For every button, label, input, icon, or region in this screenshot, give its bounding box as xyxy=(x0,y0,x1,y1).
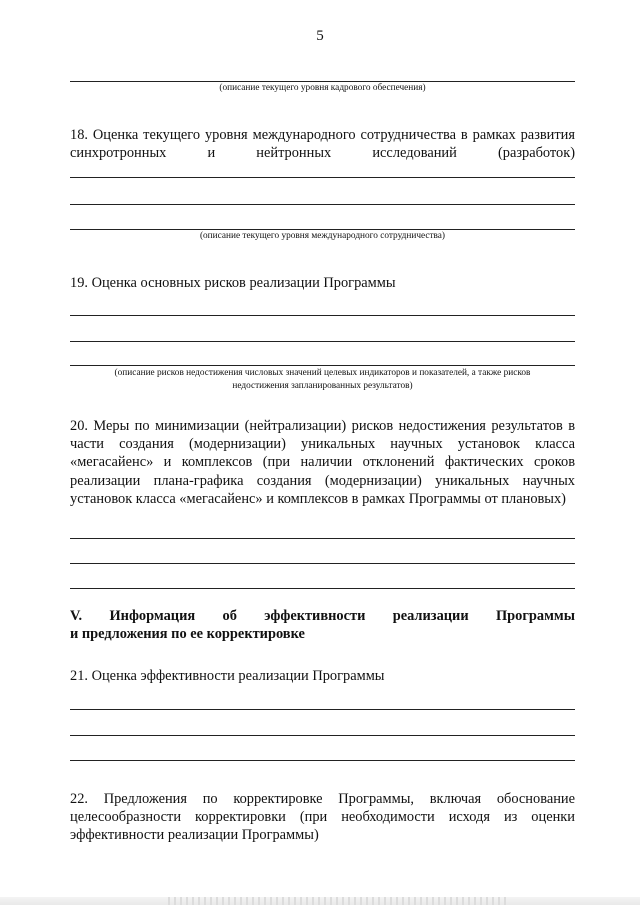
scan-edge xyxy=(0,897,640,905)
fill-line xyxy=(70,735,575,736)
item-21-text: 21. Оценка эффективности реализации Программы xyxy=(70,668,385,684)
fill-line xyxy=(70,341,575,342)
heading-word: реализации xyxy=(392,608,469,624)
fill-line xyxy=(70,204,575,205)
item-22-text: 22. Предложения по корректировке Программы, включая обоснование целесообразности корректировки (при необходимости исходя из оценки эффективности реализации Программы) xyxy=(70,791,575,844)
section-5-heading-line1 xyxy=(70,607,575,625)
fill-line xyxy=(70,315,575,316)
caption-international-cooperation: (описание текущего уровня международного сотрудничества) xyxy=(199,231,446,241)
fill-line xyxy=(70,709,575,710)
page-number: 5 xyxy=(316,28,324,44)
caption-risks-line2: недостижения запланированных результатов) xyxy=(232,381,413,391)
heading-word: Информация xyxy=(109,608,196,624)
caption-risks-line1: (описание рисков недостижения числовых значений целевых индикаторов и показателей, а также рисков xyxy=(114,368,531,378)
heading-word: Программы xyxy=(495,608,575,624)
fill-line xyxy=(70,563,575,564)
heading-word: V. xyxy=(70,608,83,624)
section-5-heading xyxy=(70,607,575,643)
fill-line xyxy=(70,760,575,761)
section-5-heading-line2: и предложения по ее корректировке xyxy=(70,626,305,643)
fill-line xyxy=(70,538,575,539)
fill-line xyxy=(70,588,575,589)
item-20-text: 20. Меры по минимизации (нейтрализации) рисков недостижения результатов в части создания (модернизации) уникальных научных установок класса «мегасайенс» и комплексов (при наличии отклонений фактических сроков реализации плана-графика создания (модернизации) уникальных научных установок класса «мегасайенс» и комплексов в рамках Программы от плановых) xyxy=(70,418,575,507)
heading-word: эффективности xyxy=(264,608,366,624)
item-18-text: 18. Оценка текущего уровня международного сотрудничества в рамках развития синхротронных и нейтронных исследований (разработок) xyxy=(70,127,575,162)
caption-staffing: (описание текущего уровня кадрового обеспечения) xyxy=(219,83,426,93)
item-19-text: 19. Оценка основных рисков реализации Программы xyxy=(70,275,396,291)
fill-line xyxy=(70,177,575,178)
heading-word: об xyxy=(222,608,237,624)
